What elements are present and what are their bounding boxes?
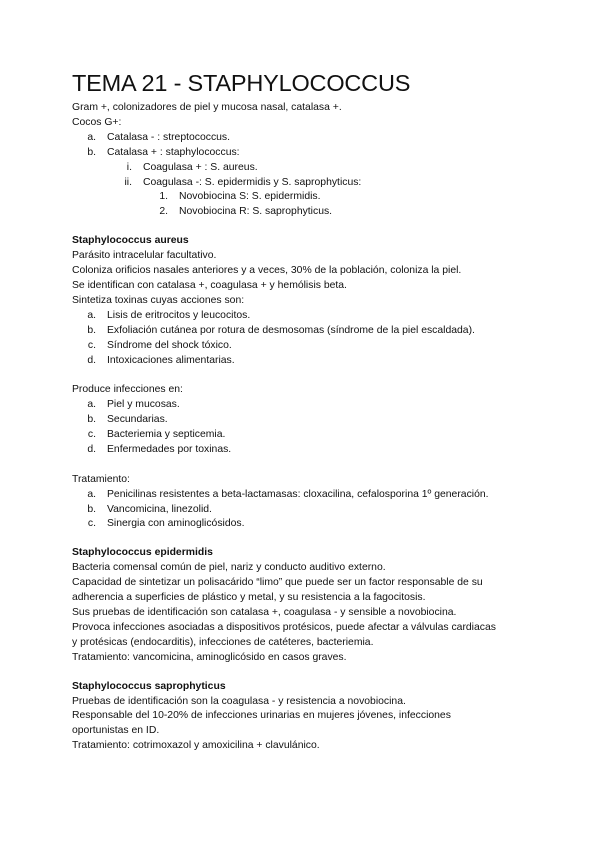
list-marker: 1. bbox=[159, 191, 168, 203]
paragraph-line: Tratamiento: vancomicina, aminoglicósido en casos graves. bbox=[72, 651, 347, 663]
list-item bbox=[72, 413, 542, 428]
list-item-text: Secundarias. bbox=[107, 414, 168, 426]
paragraph-line: Parásito intracelular facultativo. bbox=[72, 250, 217, 262]
list-item bbox=[72, 503, 542, 518]
spacer bbox=[72, 368, 542, 383]
paragraph-line: Capacidad de sintetizar un polisacárido “limo” que puede ser un factor responsable de su bbox=[72, 577, 483, 589]
list-marker: c. bbox=[87, 429, 96, 441]
list-marker: a. bbox=[87, 488, 96, 500]
list-item bbox=[72, 443, 542, 458]
list-item-text: Novobiocina S: S. epidermidis. bbox=[179, 191, 321, 203]
list-item bbox=[72, 517, 542, 532]
list-marker: c. bbox=[87, 518, 96, 530]
list-marker: ii. bbox=[124, 176, 132, 188]
list-item-text: Coagulasa + : S. aureus. bbox=[143, 161, 258, 173]
list-item bbox=[72, 428, 542, 443]
list-item-text: Síndrome del shock tóxico. bbox=[107, 339, 232, 351]
document-page bbox=[72, 70, 542, 754]
list-item bbox=[72, 488, 542, 503]
list-marker: 2. bbox=[159, 206, 168, 218]
list-item-text: Enfermedades por toxinas. bbox=[107, 443, 232, 455]
paragraph-line: adherencia a superficies de plástico y metal, y su resistencia a la fagocitosis. bbox=[72, 592, 426, 604]
list-marker: b. bbox=[87, 146, 96, 158]
paragraph-line: Provoca infecciones asociadas a dispositivos protésicos, puede afectar a válvulas cardiacas bbox=[72, 621, 496, 633]
list-item bbox=[72, 205, 542, 220]
list-item-text: Coagulasa -: S. epidermidis y S. saprophyticus: bbox=[143, 176, 362, 188]
list-marker: i. bbox=[126, 161, 132, 173]
list-marker: a. bbox=[87, 399, 96, 411]
paragraph-line: Pruebas de identificación son la coagulasa - y resistencia a novobiocina. bbox=[72, 695, 406, 707]
list-item bbox=[72, 324, 542, 339]
list-item-text: Vancomicina, linezolid. bbox=[107, 503, 212, 515]
paragraph-line: Sus pruebas de identificación son catalasa +, coagulasa - y sensible a novobiocina. bbox=[72, 606, 457, 618]
list-item-text: Piel y mucosas. bbox=[107, 399, 180, 411]
paragraph-line: oportunistas en ID. bbox=[72, 725, 160, 737]
section-heading-saprophyticus: Staphylococcus saprophyticus bbox=[72, 680, 226, 692]
list-item-text: Exfoliación cutánea por rotura de desmosomas (síndrome de la piel escaldada). bbox=[107, 324, 475, 336]
list-marker: b. bbox=[87, 414, 96, 426]
spacer bbox=[72, 458, 542, 473]
list-item-text: Novobiocina R: S. saprophyticus. bbox=[179, 206, 333, 218]
paragraph-line: Bacteria comensal común de piel, nariz y conducto auditivo externo. bbox=[72, 562, 386, 574]
list-item-text: Penicilinas resistentes a beta-lactamasas: cloxacilina, cefalosporina 1º generación. bbox=[107, 488, 489, 500]
intro-line: Gram +, colonizadores de piel y mucosa nasal, catalasa +. bbox=[72, 102, 342, 113]
paragraph-line: Responsable del 10-20% de infecciones urinarias en mujeres jóvenes, infecciones bbox=[72, 710, 451, 722]
list-marker: a. bbox=[87, 131, 96, 143]
intro-cocos-label: Cocos G+: bbox=[72, 116, 122, 128]
list-marker: a. bbox=[87, 309, 96, 321]
list-marker: b. bbox=[87, 503, 96, 515]
paragraph-line: Sintetiza toxinas cuyas acciones son: bbox=[72, 294, 245, 306]
list-item bbox=[72, 146, 542, 161]
list-item-text: Lisis de eritrocitos y leucocitos. bbox=[107, 309, 251, 321]
list-item bbox=[72, 354, 542, 369]
paragraph-line: Se identifican con catalasa +, coagulasa + y hemólisis beta. bbox=[72, 279, 347, 291]
list-item bbox=[72, 309, 542, 324]
paragraph-line: Tratamiento: cotrimoxazol y amoxicilina + clavulánico. bbox=[72, 740, 320, 752]
list-marker: b. bbox=[87, 324, 96, 336]
paragraph-line: Produce infecciones en: bbox=[72, 384, 183, 396]
list-marker: c. bbox=[87, 339, 96, 351]
paragraph-line: Coloniza orificios nasales anteriores y a veces, 30% de la población, coloniza la piel. bbox=[72, 265, 462, 277]
list-item-text: Sinergia con aminoglicósidos. bbox=[107, 518, 245, 530]
page-title: TEMA 21 - STAPHYLOCOCCUS bbox=[72, 70, 411, 96]
paragraph-line: Tratamiento: bbox=[72, 473, 130, 485]
list-marker: d. bbox=[87, 354, 96, 366]
list-item bbox=[72, 161, 542, 176]
list-item bbox=[72, 339, 542, 354]
list-marker: d. bbox=[87, 443, 96, 455]
list-item-text: Bacteriemia y septicemia. bbox=[107, 429, 226, 441]
list-item bbox=[72, 190, 542, 205]
section-heading-epidermidis: Staphylococcus epidermidis bbox=[72, 547, 213, 559]
list-item-text: Catalasa - : streptococcus. bbox=[107, 131, 231, 143]
paragraph-line: y protésicas (endocarditis), infecciones de catéteres, bacteriemia. bbox=[72, 636, 374, 648]
list-item-text: Intoxicaciones alimentarias. bbox=[107, 354, 235, 366]
list-item-text: Catalasa + : staphylococcus: bbox=[107, 146, 240, 158]
list-item bbox=[72, 131, 542, 146]
section-heading-aureus: Staphylococcus aureus bbox=[72, 235, 189, 247]
list-item bbox=[72, 398, 542, 413]
list-item bbox=[72, 176, 542, 191]
